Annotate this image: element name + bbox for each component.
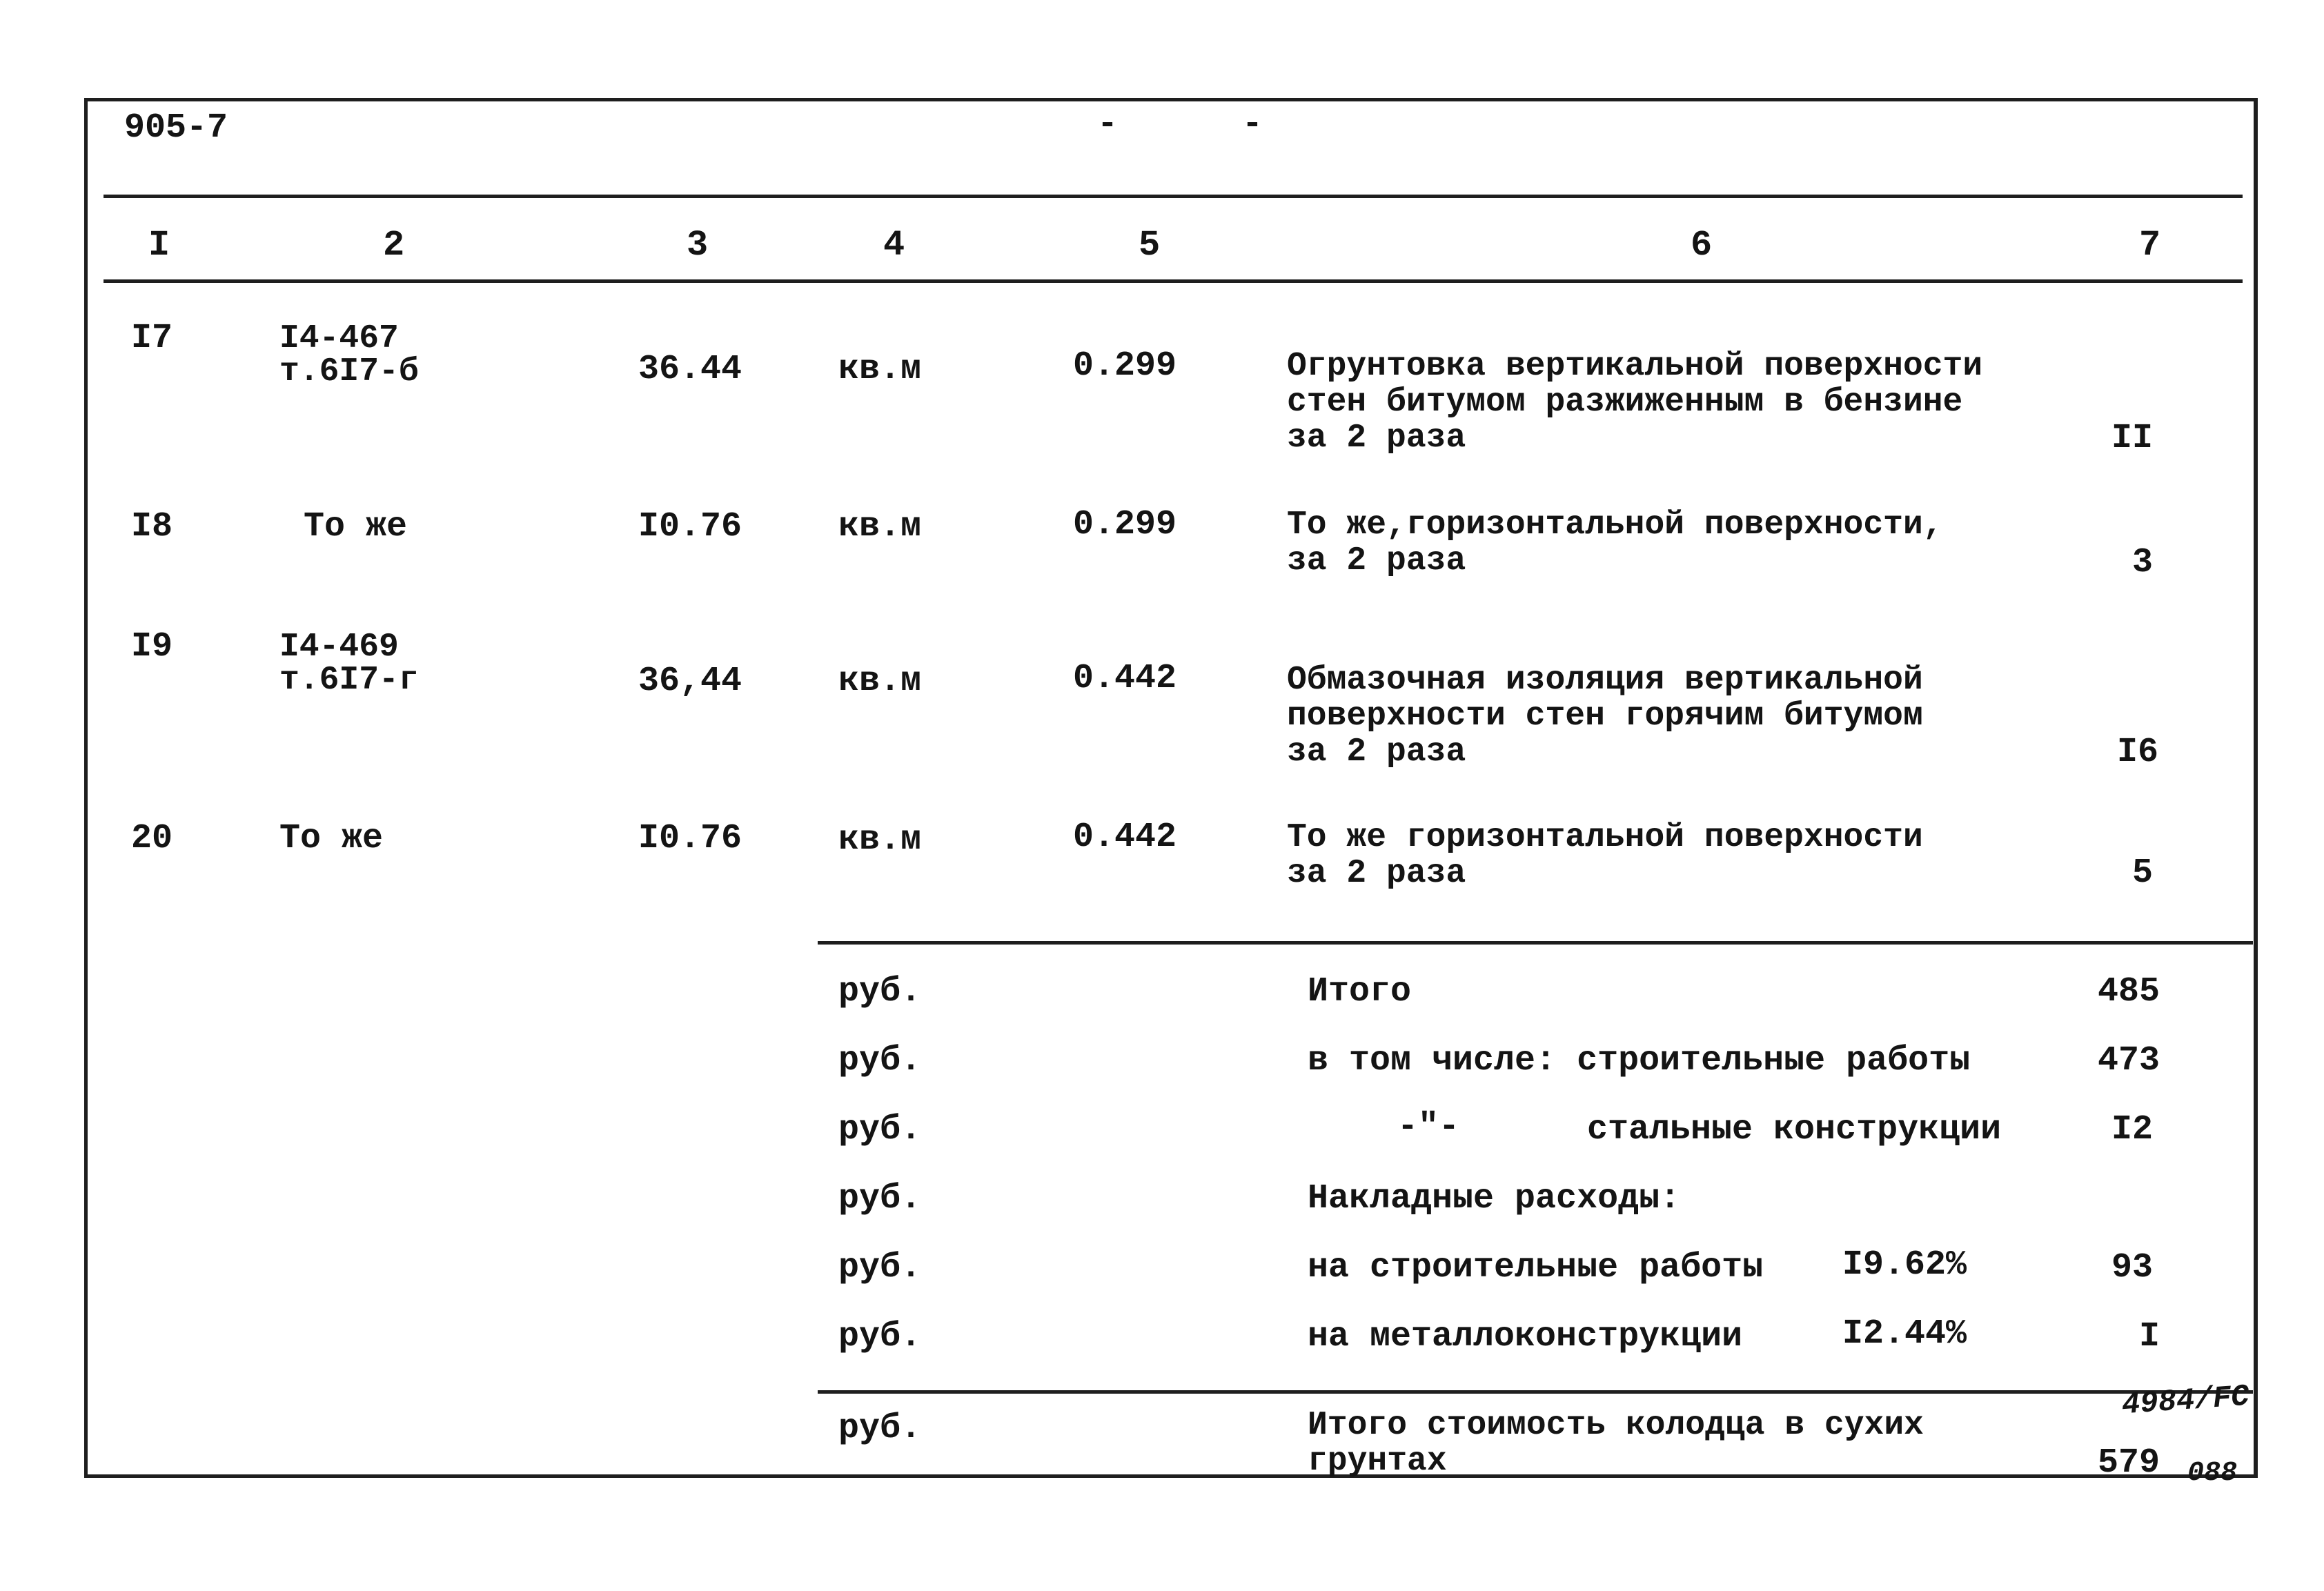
col-header-4: 4: [883, 225, 905, 266]
summary-label: Накладные расходы:: [1308, 1179, 1681, 1218]
summary-label: в том числе: строительные работы: [1308, 1041, 1971, 1080]
archive-stamp: 4984/FC: [2120, 1379, 2251, 1423]
summary-unit: руб.: [838, 1248, 922, 1287]
norm-table: т.6I7-б: [279, 353, 419, 391]
summary-label: Итого: [1308, 972, 1412, 1011]
norm-code: I4-469: [279, 629, 399, 666]
summary-unit: руб.: [838, 972, 922, 1011]
norm-code: I4-467: [279, 320, 399, 357]
col-header-1: I: [148, 225, 170, 266]
summary-unit: руб.: [838, 1409, 922, 1448]
description-line: Огрунтовка вертикальной поверхности: [1287, 348, 1983, 385]
unit-price: 0.299: [1073, 505, 1177, 544]
summary-unit: руб.: [838, 1041, 922, 1080]
summary-value: I: [2139, 1317, 2160, 1356]
grand-total-value: 579: [2098, 1443, 2160, 1483]
summary-value: 485: [2098, 972, 2160, 1011]
description-line: поверхности стен горячим битумом: [1287, 698, 1923, 735]
quantity: 36.44: [638, 350, 742, 389]
column-header-divider: [104, 279, 2243, 283]
description-line: Обмазочная изоляция вертикальной: [1287, 662, 1923, 699]
summary-unit: руб.: [838, 1179, 922, 1218]
unit: кв.м: [838, 507, 922, 546]
summary-unit: руб.: [838, 1317, 922, 1356]
summary-value: 93: [2111, 1248, 2154, 1287]
norm-table: т.6I7-г: [279, 662, 419, 699]
col-header-3: 3: [687, 225, 709, 266]
overhead-percent: I2.44%: [1842, 1314, 1967, 1354]
description-line: за 2 раза: [1287, 542, 1466, 580]
summary-value: I2: [2111, 1110, 2154, 1149]
description-line: стен битумом разжиженным в бензине: [1287, 384, 1963, 421]
row-number: I7: [131, 319, 173, 358]
col-header-2: 2: [383, 225, 405, 266]
norm-code: То же: [304, 507, 408, 546]
col-header-6: 6: [1691, 225, 1713, 266]
norm-code: То же: [279, 819, 384, 858]
unit-price: 0.442: [1073, 659, 1177, 698]
grand-total-label: грунтах: [1308, 1443, 1447, 1480]
row-number: I9: [131, 627, 173, 666]
unit: кв.м: [838, 662, 922, 701]
unit: кв.м: [838, 820, 922, 860]
description-line: за 2 раза: [1287, 733, 1466, 771]
row-total: 3: [2132, 543, 2154, 582]
row-total: I6: [2117, 733, 2159, 772]
top-mark: -: [1242, 105, 1263, 144]
summary-label: на металлоконструкции: [1308, 1317, 1743, 1356]
overhead-percent: I9.62%: [1842, 1245, 1967, 1285]
row-number: I8: [131, 507, 173, 546]
description-line: То же,горизонтальной поверхности,: [1287, 506, 1943, 544]
header-divider: [104, 195, 2243, 198]
grand-total-label: Итого стоимость колодца в сухих: [1308, 1407, 1924, 1444]
quantity: I0.76: [638, 507, 742, 546]
unit-price: 0.299: [1073, 346, 1177, 386]
row-number: 20: [131, 819, 173, 858]
row-total: II: [2111, 419, 2154, 458]
description-line: То же горизонтальной поверхности: [1287, 819, 1923, 856]
description-line: за 2 раза: [1287, 419, 1466, 457]
top-mark: -: [1097, 105, 1119, 144]
ditto-mark: -"-: [1397, 1107, 1460, 1147]
unit-price: 0.442: [1073, 818, 1177, 857]
row-total: 5: [2132, 853, 2154, 893]
quantity: I0.76: [638, 819, 742, 858]
quantity: 36,44: [638, 662, 742, 701]
description-line: за 2 раза: [1287, 855, 1466, 892]
col-header-7: 7: [2139, 225, 2161, 266]
unit: кв.м: [838, 350, 922, 389]
col-header-5: 5: [1139, 225, 1161, 266]
grand-total-divider: [818, 1390, 2253, 1394]
document-code: 905-7: [124, 108, 228, 148]
summary-label: на строительные работы: [1308, 1248, 1764, 1287]
summary-unit: руб.: [838, 1110, 922, 1149]
summary-value: 473: [2098, 1041, 2160, 1080]
summary-label: стальные конструкции: [1587, 1110, 2002, 1149]
summary-divider: [818, 941, 2253, 945]
archive-stamp: 088: [2187, 1458, 2238, 1489]
